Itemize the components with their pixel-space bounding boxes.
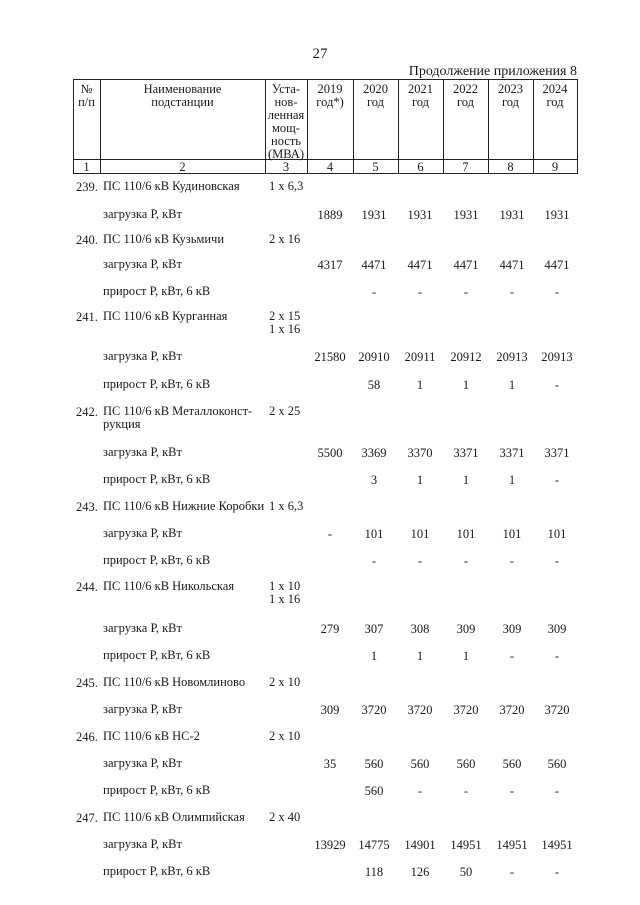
year-value: 3370	[407, 446, 433, 460]
year-value: -	[463, 285, 469, 299]
year-value: 560	[364, 757, 384, 771]
year-value: 20912	[450, 350, 482, 364]
year-value: 118	[364, 865, 384, 879]
row-label: прирост Р, кВт, 6 кВ	[103, 553, 211, 567]
year-value: 1931	[544, 208, 570, 222]
substation-name: ПС 110/6 кВ Никольская	[103, 579, 235, 593]
row-label: прирост Р, кВт, 6 кВ	[103, 864, 211, 878]
substation-name: ПС 110/6 кВ Олимпийская	[103, 810, 245, 824]
column-number: 9	[551, 160, 559, 174]
year-value: 3371	[544, 446, 570, 460]
installed-capacity: 2 х 15 1 х 16	[269, 309, 301, 336]
installed-capacity: 2 х 40	[269, 810, 301, 824]
installed-capacity: 1 х 6,3	[269, 499, 304, 513]
year-value: 101	[364, 527, 384, 541]
column-number: 6	[417, 160, 424, 174]
column-number: 5	[372, 160, 379, 174]
year-value: 3720	[499, 703, 525, 717]
row-label: загрузка Р, кВт	[103, 257, 182, 271]
year-value: 560	[456, 757, 476, 771]
row-number: 241.	[76, 310, 98, 324]
year-value: -	[509, 554, 515, 568]
header-col-2023: 2023 год	[498, 82, 523, 109]
row-number: 247.	[76, 811, 98, 825]
year-value: 560	[410, 757, 430, 771]
column-number: 8	[507, 160, 514, 174]
header-col-name: Наименование подстанции	[143, 82, 222, 109]
year-value: 1	[462, 473, 470, 487]
year-value: 560	[502, 757, 522, 771]
row-label: загрузка Р, кВт	[103, 207, 182, 221]
year-value: -	[554, 473, 560, 487]
year-value: 1	[416, 473, 424, 487]
year-value: 279	[320, 622, 340, 636]
year-value: -	[554, 865, 560, 879]
year-value: 4317	[317, 258, 343, 272]
year-value: 309	[502, 622, 522, 636]
year-value: 58	[367, 378, 381, 392]
table-header	[73, 79, 578, 174]
column-number: 7	[462, 160, 469, 174]
row-number: 244.	[76, 580, 98, 594]
installed-capacity: 2 х 10	[269, 729, 301, 743]
year-value: -	[371, 554, 377, 568]
year-value: 1	[416, 649, 424, 663]
year-value: 3720	[453, 703, 479, 717]
year-value: 101	[456, 527, 476, 541]
year-value: 309	[320, 703, 340, 717]
row-number: 242.	[76, 405, 98, 419]
year-value: 101	[410, 527, 430, 541]
row-label: загрузка Р, кВт	[103, 837, 182, 851]
year-value: -	[463, 554, 469, 568]
year-value: -	[417, 285, 423, 299]
installed-capacity: 2 х 25	[269, 404, 301, 418]
year-value: -	[509, 784, 515, 798]
header-col-2022: 2022 год	[453, 82, 478, 109]
year-value: 3	[370, 473, 378, 487]
row-label: загрузка Р, кВт	[103, 702, 182, 716]
year-value: 14951	[496, 838, 528, 852]
year-value: 35	[323, 757, 337, 771]
year-value: 21580	[314, 350, 346, 364]
year-value: 5500	[317, 446, 343, 460]
row-number: 245.	[76, 676, 98, 690]
year-value: -	[371, 285, 377, 299]
substation-name: ПС 110/6 кВ Металлоконст- рукция	[103, 404, 253, 431]
year-value: -	[554, 649, 560, 663]
year-value: -	[554, 554, 560, 568]
year-value: 14951	[450, 838, 482, 852]
header-col-2020: 2020 год	[363, 82, 388, 109]
year-value: 50	[459, 865, 473, 879]
column-number: 3	[282, 160, 290, 174]
row-number: 240.	[76, 233, 98, 247]
year-value: -	[509, 865, 515, 879]
substation-name: ПС 110/6 кВ Кузьмичи	[103, 232, 225, 246]
header-col-num: № п/п	[78, 82, 95, 109]
col-rule	[577, 79, 578, 174]
year-value: 20910	[358, 350, 390, 364]
year-value: -	[554, 784, 560, 798]
year-value: 20911	[404, 350, 436, 364]
year-value: 1889	[317, 208, 343, 222]
year-value: 14901	[404, 838, 436, 852]
year-value: -	[417, 554, 423, 568]
year-value: -	[554, 378, 560, 392]
year-value: 4471	[453, 258, 479, 272]
year-value: -	[509, 285, 515, 299]
page-number: 27	[312, 46, 328, 62]
year-value: 1931	[407, 208, 433, 222]
year-value: 3720	[361, 703, 387, 717]
year-value: 1	[508, 378, 516, 392]
header-col-capacity: Уста- нов- ленная мощ- ность (МВА)	[267, 82, 305, 161]
column-number: 4	[326, 160, 334, 174]
installed-capacity: 2 х 10	[269, 675, 301, 689]
year-value: -	[463, 784, 469, 798]
header-col-2021: 2021 год	[408, 82, 433, 109]
year-value: 3720	[407, 703, 433, 717]
row-label: загрузка Р, кВт	[103, 445, 182, 459]
substation-name: ПС 110/6 кВ Кудиновская	[103, 179, 240, 193]
year-value: 101	[502, 527, 522, 541]
row-number: 243.	[76, 500, 98, 514]
row-number: 246.	[76, 730, 98, 744]
year-value: 1	[416, 378, 424, 392]
substation-name: ПС 110/6 кВ НС-2	[103, 729, 200, 743]
header-col-2024: 2024 год	[542, 82, 568, 109]
year-value: 3371	[453, 446, 479, 460]
year-value: 101	[547, 527, 567, 541]
installed-capacity: 2 х 16	[269, 232, 301, 246]
year-value: 560	[364, 784, 384, 798]
row-label: загрузка Р, кВт	[103, 349, 182, 363]
year-value: 14951	[541, 838, 573, 852]
year-value: 20913	[496, 350, 528, 364]
column-number: 2	[179, 160, 186, 174]
continuation-note: Продолжение приложения 8	[408, 64, 577, 79]
row-label: загрузка Р, кВт	[103, 526, 182, 540]
header-col-2019: 2019 год*)	[316, 82, 344, 109]
year-value: 14775	[358, 838, 390, 852]
row-label: прирост Р, кВт, 6 кВ	[103, 377, 211, 391]
row-label: прирост Р, кВт, 6 кВ	[103, 783, 211, 797]
year-value: 1	[462, 378, 470, 392]
year-value: 307	[364, 622, 384, 636]
row-label: прирост Р, кВт, 6 кВ	[103, 648, 211, 662]
year-value: 1	[508, 473, 516, 487]
year-value: 1	[370, 649, 378, 663]
year-value: 3720	[544, 703, 570, 717]
header-top-rule	[73, 79, 578, 80]
row-label: прирост Р, кВт, 6 кВ	[103, 472, 211, 486]
year-value: 560	[547, 757, 567, 771]
year-value: 1	[462, 649, 470, 663]
row-label: загрузка Р, кВт	[103, 621, 182, 635]
row-number: 239.	[76, 180, 98, 194]
year-value: 309	[456, 622, 476, 636]
row-label: прирост Р, кВт, 6 кВ	[103, 284, 211, 298]
year-value: 1931	[361, 208, 387, 222]
year-value: 13929	[314, 838, 346, 852]
year-value: -	[327, 527, 333, 541]
row-label: загрузка Р, кВт	[103, 756, 182, 770]
year-value: 4471	[407, 258, 433, 272]
year-value: 4471	[544, 258, 570, 272]
year-value: 20913	[541, 350, 573, 364]
year-value: -	[509, 649, 515, 663]
substation-name: ПС 110/6 кВ Новомлиново	[103, 675, 246, 689]
installed-capacity: 1 х 10 1 х 16	[269, 579, 301, 606]
year-value: -	[554, 285, 560, 299]
installed-capacity: 1 х 6,3	[269, 179, 304, 193]
year-value: 126	[410, 865, 430, 879]
year-value: 1931	[499, 208, 525, 222]
column-number: 1	[83, 160, 90, 174]
year-value: 308	[410, 622, 430, 636]
year-value: 3369	[361, 446, 387, 460]
year-value: 4471	[499, 258, 525, 272]
year-value: 1931	[453, 208, 479, 222]
year-value: 309	[547, 622, 567, 636]
substation-name: ПС 110/6 кВ Курганная	[103, 309, 228, 323]
year-value: -	[417, 784, 423, 798]
substation-name: ПС 110/6 кВ Нижние Коробки	[103, 499, 265, 513]
year-value: 3371	[499, 446, 525, 460]
year-value: 4471	[361, 258, 387, 272]
